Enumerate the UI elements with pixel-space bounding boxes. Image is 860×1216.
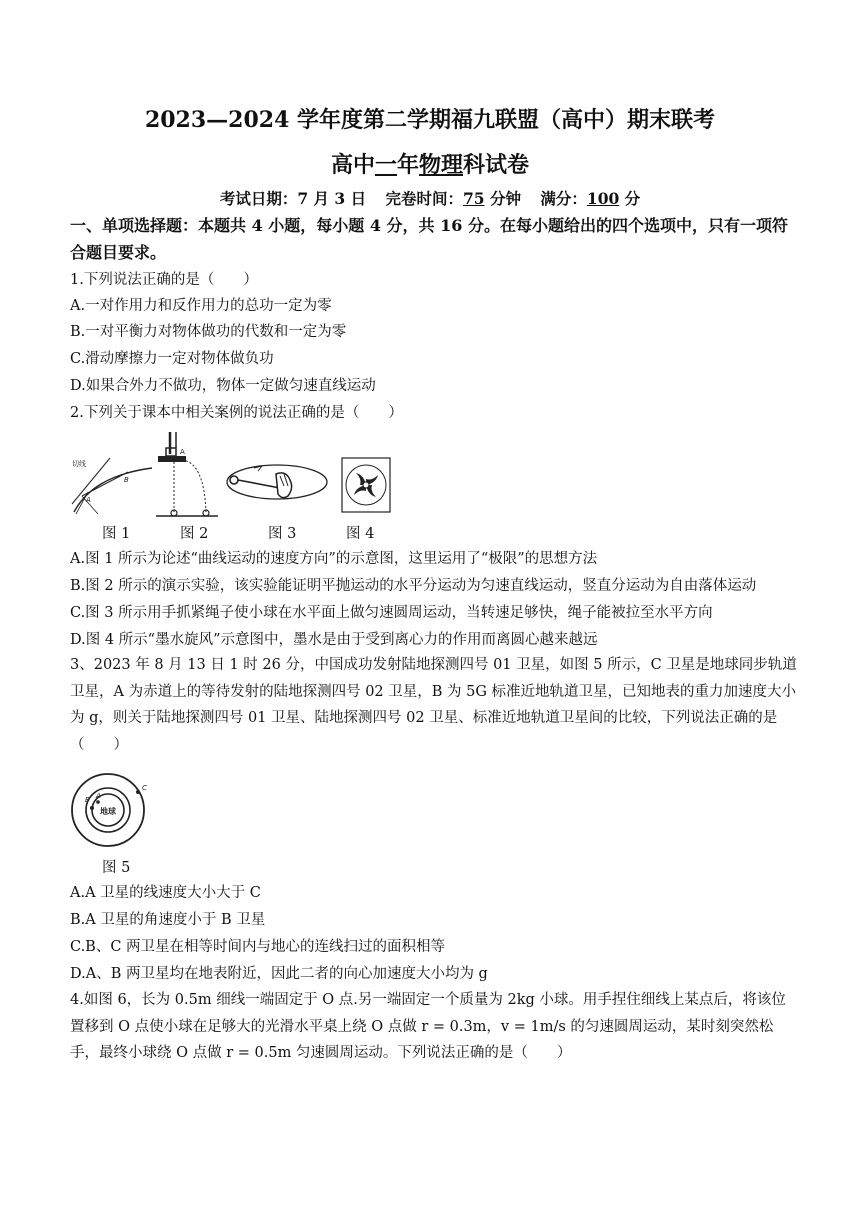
q1-option-a: A.一对作用力和反作用力的总功一定为零	[70, 298, 332, 314]
q1-option-c: C.滑动摩擦力一定对物体做负功	[70, 351, 274, 367]
fig2-label: A	[180, 448, 185, 456]
q3-option-b: B.A 卫星的角速度小于 B 卫星	[70, 912, 266, 928]
q1-option-b: B.一对平衡力对物体做功的代数和一定为零	[70, 324, 347, 340]
figure-5	[68, 768, 152, 850]
q2-option-a: A.图 1 所示为论述“曲线运动的速度方向”的示意图，这里运用了“极限”的思想方法	[70, 551, 598, 567]
figure-1	[68, 452, 156, 516]
exam-subtitle	[0, 148, 860, 179]
score-unit: 分	[619, 189, 641, 208]
fig5-earth-label: 地球	[100, 807, 116, 816]
figure-2	[152, 430, 222, 518]
exam-title: 2023—2024 学年度第二学期福九联盟（高中）期末联考	[144, 107, 716, 133]
score-value: 100	[586, 189, 620, 208]
fig5-caption: 图 5	[102, 860, 131, 876]
exam-meta	[0, 187, 860, 209]
fig1-label-top: 切线	[72, 460, 86, 468]
q3-stem: 3、2023 年 8 月 13 日 1 时 26 分，中国成功发射陆地探测四号 01 卫星，如图 5 所示，C 卫星是地球同步轨道卫星，A 为赤道上的等待发射的陆地探测四号 02 卫星，B 为 5G 标准近地轨道卫星，已知地表的重力加速度大小为 g，则关于陆地探测四号 01 卫星、陆地探测四号 02 卫星、标准近地轨道卫星间的比较，下列说法正确的是（ ）	[70, 657, 797, 753]
subtitle-grade: 一	[374, 152, 397, 178]
q2-stem: 2.下列关于课本中相关案例的说法正确的是（ ）	[70, 405, 403, 421]
q2-option-d: D.图 4 所示“墨水旋风”示意图中，墨水是由于受到离心力的作用而离圆心越来越远	[70, 632, 598, 648]
score-label: 满分：	[540, 189, 587, 208]
fig1-label-a: A	[86, 496, 91, 504]
q4-stem: 4.如图 6，长为 0.5m 细线一端固定于 O 点.另一端固定一个质量为 2kg 小球。用手捏住细线上某点后，将该位置移到 O 点使小球在足够大的光滑水平桌上绕 O 点做 r = 0.3m，v = 1m/s 的匀速圆周运动，某时刻突然松手，最终小球绕 O 点做 r = 0.5m 匀速圆周运动。下列说法正确的是（ ）	[70, 992, 786, 1061]
fig3-caption: 图 3	[268, 526, 297, 542]
figure-4	[340, 456, 392, 514]
q3-option-c: C.B、C 两卫星在相等时间内与地心的连线扫过的面积相等	[70, 939, 446, 955]
q1-stem: 1.下列说法正确的是（ ）	[70, 272, 258, 288]
figure-3	[224, 452, 330, 516]
q3-option-a: A.A 卫星的线速度大小大于 C	[70, 885, 261, 901]
fig1-label-b: B	[124, 476, 129, 484]
subtitle-part: 科试卷	[463, 152, 530, 178]
fig4-caption: 图 4	[346, 526, 375, 542]
duration-unit: 分钟	[484, 189, 521, 208]
subtitle-part: 年	[396, 152, 419, 178]
subtitle-part: 高中	[330, 152, 375, 178]
duration-label: 完卷时间：	[385, 189, 463, 208]
duration-value: 75	[463, 189, 485, 208]
q2-option-c: C.图 3 所示用手抓紧绳子使小球在水平面上做匀速圆周运动，当转速足够快，绳子能被拉至水平方向	[70, 605, 713, 621]
fig5-label-b: B	[85, 796, 90, 804]
q2-option-b: B.图 2 所示的演示实验，该实验能证明平抛运动的水平分运动为匀速直线运动，竖直分运动为自由落体运动	[70, 578, 757, 594]
subtitle-subject: 物理	[419, 152, 464, 178]
exam-date: 考试日期：7 月 3 日	[219, 189, 367, 208]
q1-option-d: D.如果合外力不做功，物体一定做匀速直线运动	[70, 378, 376, 394]
section-heading: 一、单项选择题：本题共 4 小题，每小题 4 分，共 16 分。在每小题给出的四个选项中，只有一项符合题目要求。	[70, 216, 788, 262]
fig1-caption: 图 1	[102, 526, 131, 542]
fig5-label-c: C	[142, 784, 147, 792]
q3-option-d: D.A、B 两卫星均在地表附近，因此二者的向心加速度大小均为 g	[70, 966, 488, 982]
fig5-label-a: A	[96, 792, 101, 800]
fig2-caption: 图 2	[180, 526, 209, 542]
